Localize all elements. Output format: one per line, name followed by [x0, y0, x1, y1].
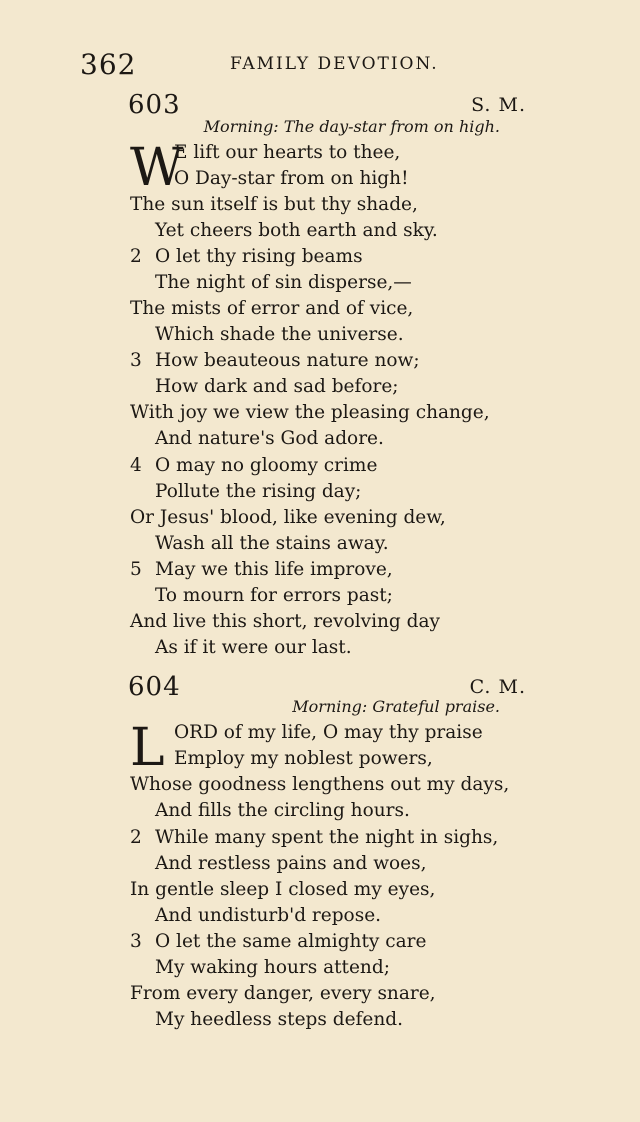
verse-line: Pollute the rising day; — [155, 481, 362, 502]
stanza-number: 3 — [130, 931, 142, 952]
hymn-number: 603 — [128, 90, 181, 120]
verse-line: 2 While many spent the night in sighs, — [130, 825, 590, 851]
drop-cap: L — [130, 718, 165, 778]
verse-line: The mists of error and of vice, — [130, 298, 414, 319]
verse-line: ORD of my life, O may thy praise — [174, 722, 483, 743]
verse-line: How dark and sad before; — [155, 376, 399, 397]
verse-line: Employ my noblest powers, — [174, 748, 433, 769]
running-title: FAMILY DEVOTION. — [230, 54, 439, 74]
verse-line: With joy we view the pleasing change, — [130, 402, 490, 423]
verse-line: E lift our hearts to thee, — [174, 142, 401, 163]
hymn-subtitle: Morning: Grateful praise. — [292, 697, 500, 716]
verse-line: In gentle sleep I closed my eyes, — [130, 879, 436, 900]
verse-line: From every danger, every snare, — [130, 983, 436, 1004]
verse-line: 4 O may no gloomy crime — [130, 453, 590, 479]
stanza-number: 4 — [130, 455, 142, 476]
verse-line: Wash all the stains away. — [155, 533, 389, 554]
stanza-5 — [130, 557, 590, 661]
hymn-603-header — [128, 90, 526, 118]
verse-line: The sun itself is but thy shade, — [130, 194, 418, 215]
drop-cap: W — [130, 138, 184, 198]
verse-line: 2 O let thy rising beams — [130, 244, 590, 270]
verse-line: The night of sin disperse,— — [155, 272, 412, 293]
verse-line: 3 O let the same almighty care — [130, 929, 590, 955]
verse-line: 5 May we this life improve, — [130, 557, 590, 583]
verse-line: And undisturb'd repose. — [155, 905, 382, 926]
stanza-2 — [130, 825, 590, 929]
verse-line: Whose goodness lengthens out my days, — [130, 774, 510, 795]
stanza-number: 5 — [130, 559, 142, 580]
hymn-meter: S. M. — [471, 94, 526, 116]
stanza-number: 2 — [130, 246, 142, 267]
stanza-3 — [130, 929, 590, 1033]
stanza-1 — [130, 140, 590, 244]
verse-line: And fills the circling hours. — [155, 800, 410, 821]
verse-line: My heedless steps defend. — [155, 1009, 403, 1030]
verse-line: As if it were our last. — [155, 637, 352, 658]
verse-line: To mourn for errors past; — [155, 585, 393, 606]
hymn-subtitle: Morning: The day-star from on high. — [203, 117, 500, 136]
stanza-1 — [130, 720, 590, 824]
verse-line: Or Jesus' blood, like evening dew, — [130, 507, 446, 528]
running-head — [0, 48, 640, 82]
verse-line: And live this short, revolving day — [130, 611, 440, 632]
stanza-4 — [130, 453, 590, 557]
verse-line: Yet cheers both earth and sky. — [155, 220, 438, 241]
hymn-meter: C. M. — [469, 676, 526, 698]
stanza-number: 2 — [130, 827, 142, 848]
verse-line: My waking hours attend; — [155, 957, 390, 978]
verse-line: O Day-star from on high! — [174, 168, 409, 189]
stanza-3 — [130, 348, 590, 452]
verse-line: Which shade the universe. — [155, 324, 404, 345]
verse-line: And nature's God adore. — [155, 428, 384, 449]
verse-line: 3 How beauteous nature now; — [130, 348, 590, 374]
page-number: 362 — [80, 48, 137, 81]
verse-line: And restless pains and woes, — [155, 853, 427, 874]
hymn-604-header — [128, 672, 526, 700]
hymn-number: 604 — [128, 672, 181, 702]
stanza-number: 3 — [130, 350, 142, 371]
stanza-2 — [130, 244, 590, 348]
